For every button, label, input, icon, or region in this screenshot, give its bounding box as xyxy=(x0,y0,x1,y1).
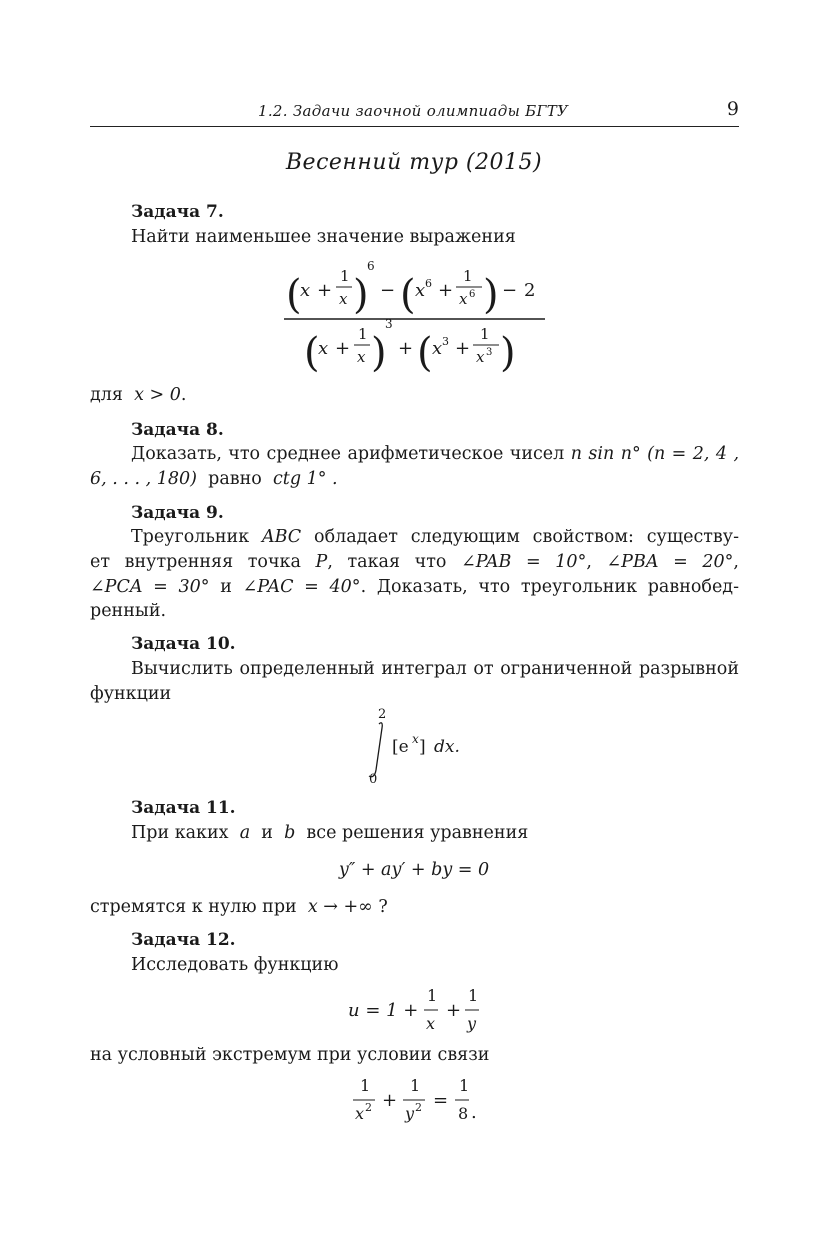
fraction-denominator: x xyxy=(459,290,468,308)
plus-sign: + xyxy=(335,338,351,359)
fraction-numerator: 1 xyxy=(427,986,438,1005)
task-12-function-formula xyxy=(340,983,490,1039)
task-8-heading: Задача 8. xyxy=(131,420,224,440)
plus-sign: + xyxy=(317,280,333,301)
fraction-numerator: 1 xyxy=(340,267,350,285)
fraction-denominator: 8 xyxy=(458,1104,469,1123)
minus-sign: − xyxy=(380,280,396,301)
task-11-text-line-1: При каких a и b все решения уравнения xyxy=(131,823,529,843)
paren-open: ( xyxy=(417,330,433,376)
task-8-text-line-1: Доказать, что среднее арифметическое чисел n sin n° (n = 2, 4 , xyxy=(131,444,740,464)
constant-2: 2 xyxy=(524,280,536,301)
var-x: x xyxy=(432,338,443,359)
minus-sign: − xyxy=(502,280,518,301)
task-7-text: Найти наименьшее значение выражения xyxy=(131,227,516,247)
integrand-exponent: x xyxy=(412,732,419,746)
task-10-heading: Задача 10. xyxy=(131,634,236,654)
exponent-6: 6 xyxy=(469,289,476,300)
running-header xyxy=(90,98,739,127)
task-10-text-line-2: функции xyxy=(90,684,172,704)
fraction-numerator: 1 xyxy=(358,325,368,343)
exponent-6: 6 xyxy=(425,277,432,290)
integral-sign-icon xyxy=(369,723,382,777)
fraction-denominator: y xyxy=(467,1014,477,1033)
function-lhs: u = 1 + xyxy=(348,1000,419,1021)
fraction-denominator: y xyxy=(405,1104,415,1123)
integral-upper-limit: 2 xyxy=(378,707,387,722)
task-11-condition: стремятся к нулю при x → +∞ ? xyxy=(90,897,388,917)
paren-open: ( xyxy=(400,272,416,318)
task-7-heading: Задача 7. xyxy=(131,202,224,222)
plus-sign: + xyxy=(382,1090,398,1111)
paren-close: ) xyxy=(483,272,499,318)
task-11-equation: y″ + ay′ + by = 0 xyxy=(338,860,490,880)
task-7-condition: для x > 0. xyxy=(90,385,187,405)
paren-open: ( xyxy=(304,330,320,376)
integral-lower-limit: 0 xyxy=(369,772,378,787)
var-x: x xyxy=(318,338,329,359)
fraction-denominator: x xyxy=(426,1014,436,1033)
differential: dx. xyxy=(434,737,460,757)
page-number: 9 xyxy=(726,98,739,120)
fraction-denominator: x xyxy=(476,348,485,366)
plus-sign: + xyxy=(438,280,454,301)
fraction-numerator: 1 xyxy=(410,1076,421,1095)
paren-close: ) xyxy=(353,272,369,318)
exponent-6: 6 xyxy=(367,259,375,273)
integrand: [e xyxy=(392,737,409,757)
task-12-heading: Задача 12. xyxy=(131,930,236,950)
fraction-numerator: 1 xyxy=(459,1076,470,1095)
fraction-denominator: x xyxy=(357,348,366,366)
var-x: x xyxy=(300,280,311,301)
plus-sign: + xyxy=(446,1000,462,1021)
task-9-text-line-4: ренный. xyxy=(90,601,167,621)
task-9-heading: Задача 9. xyxy=(131,503,224,523)
task-7-fraction-formula xyxy=(270,256,560,380)
task-8-text-line-2: 6, . . . , 180) равно ctg 1° . xyxy=(90,469,338,489)
paren-close: ) xyxy=(371,330,387,376)
task-9-text-line-3: ∠PCA = 30° и ∠PAC = 40°. Доказать, что треугольник равнобед- xyxy=(90,577,739,597)
exponent-2: 2 xyxy=(365,1101,372,1114)
fraction-numerator: 1 xyxy=(468,986,479,1005)
fraction-numerator: 1 xyxy=(463,267,473,285)
exponent-3: 3 xyxy=(442,335,449,348)
plus-sign: + xyxy=(455,338,471,359)
header-section-title: 1.2. Задачи заочной олимпиады БГТУ xyxy=(258,102,569,120)
task-9-text-line-1: Треугольник ABC обладает следующим свойством: существу- xyxy=(131,527,739,547)
fraction-numerator: 1 xyxy=(480,325,490,343)
task-11-heading: Задача 11. xyxy=(131,798,236,818)
section-title: Весенний тур (2015) xyxy=(285,150,543,175)
paren-close: ) xyxy=(500,330,516,376)
exponent-3: 3 xyxy=(385,317,393,331)
task-9-text-line-2: ет внутренняя точка P, такая что ∠PAB = 10°, ∠PBA = 20°, xyxy=(90,552,739,572)
exponent-3: 3 xyxy=(486,347,493,358)
exponent-2: 2 xyxy=(415,1101,422,1114)
period: . xyxy=(471,1102,477,1123)
paren-open: ( xyxy=(286,272,302,318)
equals-sign: = xyxy=(433,1090,449,1111)
task-10-text-line-1: Вычислить определенный интеграл от ограниченной разрывной xyxy=(131,659,739,679)
fraction-numerator: 1 xyxy=(360,1076,371,1095)
task-12-text-line-1: Исследовать функцию xyxy=(131,955,339,975)
fraction-denominator: x xyxy=(339,290,348,308)
task-12-constraint-formula xyxy=(345,1071,485,1131)
integrand-bracket-close: ] xyxy=(419,737,426,757)
plus-sign: + xyxy=(398,338,414,359)
task-10-integral-formula xyxy=(360,700,480,790)
fraction-denominator: x xyxy=(355,1104,365,1123)
var-x: x xyxy=(415,280,426,301)
task-12-text-line-2: на условный экстремум при условии связи xyxy=(90,1045,490,1065)
